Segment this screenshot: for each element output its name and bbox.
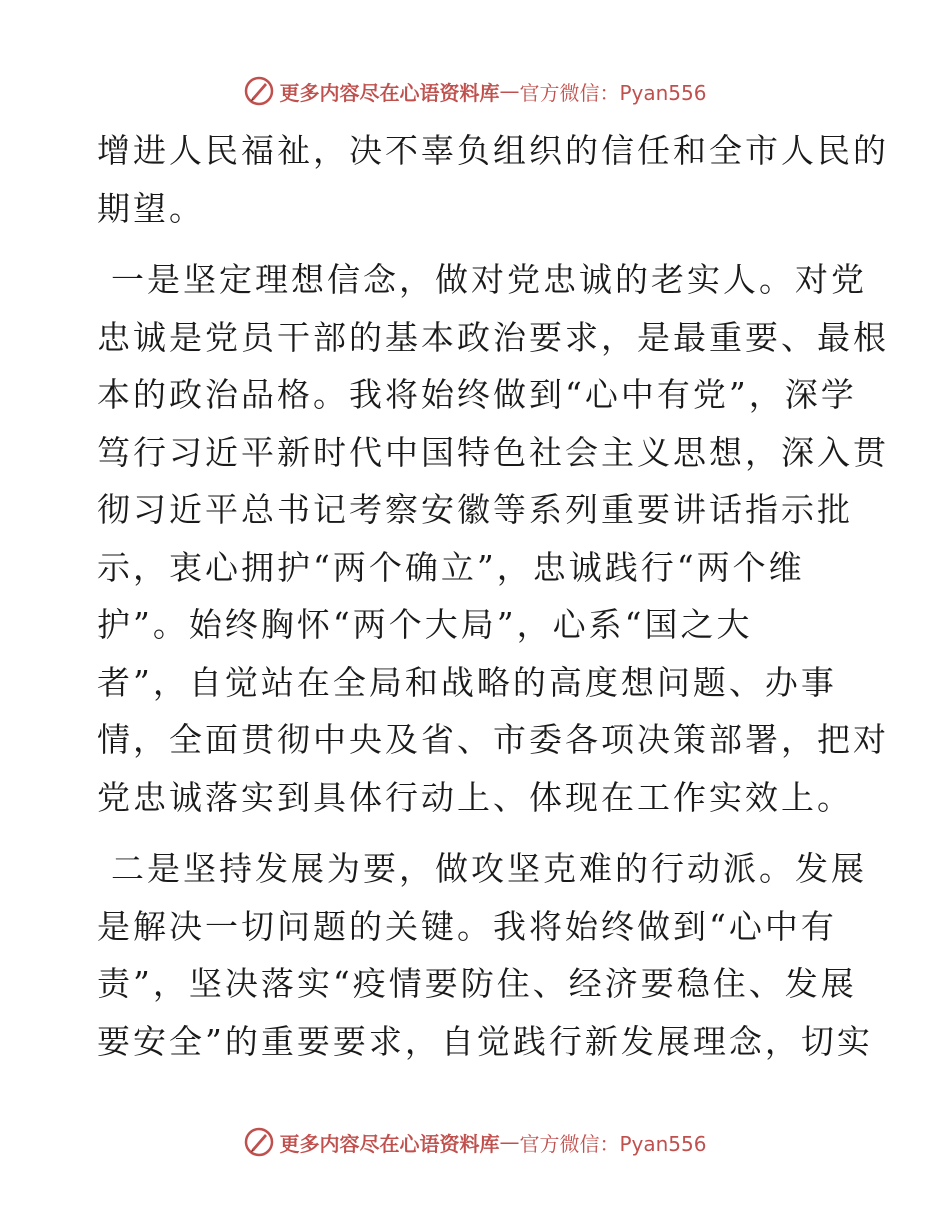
header-banner: [0, 71, 950, 111]
header-brand-text: 更多内容尽在心语资料库: [279, 80, 500, 105]
paragraph-3: [97, 840, 873, 1070]
text-line: 情，全面贯彻中央及省、市委各项决策部署，把对: [97, 720, 889, 759]
quill-logo-icon: [243, 1126, 275, 1158]
text-line: 护”。始终胸怀“两个大局”，心系“国之大: [97, 605, 753, 644]
text-line: 是解决一切问题的关键。我将始终做到“心中有: [97, 906, 837, 946]
footer-separator: —: [499, 1130, 520, 1154]
text-line: 责”，坚决落实“疫情要防住、经济要稳住、发展: [97, 964, 857, 1003]
quill-logo-icon: [243, 75, 275, 107]
text-line: 本的政治品格。我将始终做到“心中有党”，深学: [97, 375, 857, 414]
footer-brand-text: 更多内容尽在心语资料库: [279, 1131, 500, 1156]
text-line: 者”，自觉站在全局和战略的高度想问题、办事: [97, 662, 837, 702]
footer-contact-text: 官方微信：Pyan556: [519, 1131, 707, 1156]
header-contact-text: 官方微信：Pyan556: [519, 80, 707, 105]
text-line: 示，衷心拥护“两个确立”，忠诚践行“两个维: [97, 547, 805, 587]
text-line: 期望。: [97, 188, 205, 228]
header-separator: —: [499, 79, 520, 103]
text-line: 二是坚持发展为要，做攻坚克难的行动派。发展: [111, 849, 867, 888]
footer-banner: [0, 1122, 950, 1162]
text-line: 忠诚是党员干部的基本政治要求，是最重要、最根: [97, 317, 889, 357]
text-line: 彻习近平总书记考察安徽等系列重要讲话指示批: [97, 490, 853, 529]
paragraph-1: [97, 122, 889, 237]
text-line: 一是坚定理想信念，做对党忠诚的老实人。对党: [111, 260, 867, 299]
text-line: 要安全”的重要要求，自觉践行新发展理念，切实: [97, 1021, 873, 1061]
paragraph-2: [97, 251, 889, 826]
text-line: 增进人民福祉，决不辜负组织的信任和全市人民的: [97, 131, 889, 170]
text-line: 党忠诚落实到具体行动上、体现在工作实效上。: [97, 777, 853, 817]
text-line: 笃行习近平新时代中国特色社会主义思想，深入贯: [97, 432, 889, 472]
document-body: [97, 122, 889, 1070]
